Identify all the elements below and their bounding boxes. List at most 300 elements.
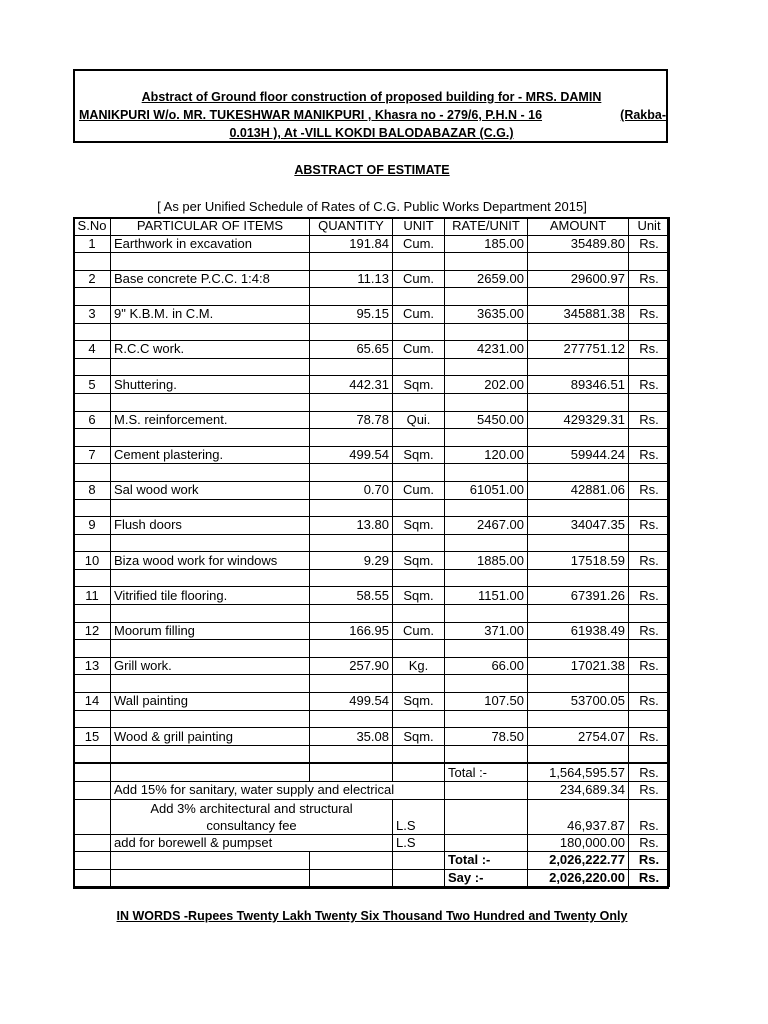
spacer-cell xyxy=(111,675,310,693)
spacer-cell xyxy=(310,464,393,482)
spacer-cell xyxy=(445,605,528,623)
spacer-cell xyxy=(310,569,393,587)
cell-rate: 107.50 xyxy=(445,693,528,711)
spacer-cell xyxy=(445,253,528,271)
spacer-cell xyxy=(393,464,445,482)
summary-cell-empty xyxy=(310,763,393,781)
spacer-cell xyxy=(528,464,629,482)
cell-amount: 429329.31 xyxy=(528,411,629,429)
cell-amount: 2754.07 xyxy=(528,728,629,746)
cell-quantity: 442.31 xyxy=(310,376,393,394)
table-row xyxy=(74,305,670,323)
say-unit: Rs. xyxy=(629,869,670,887)
spacer-cell xyxy=(445,288,528,306)
table-row xyxy=(74,693,670,711)
summary-row-grand-total xyxy=(74,852,670,870)
cell-sno: 7 xyxy=(74,446,111,464)
amount-in-words: IN WORDS -Rupees Twenty Lakh Twenty Six Thousand Two Hundred and Twenty Only xyxy=(116,909,628,923)
cell-quantity: 0.70 xyxy=(310,481,393,499)
spacer-cell xyxy=(310,499,393,517)
table-row xyxy=(74,411,670,429)
cell-amount: 89346.51 xyxy=(528,376,629,394)
spacer-cell xyxy=(528,640,629,658)
cell-rate: 5450.00 xyxy=(445,411,528,429)
architectural-label xyxy=(111,799,393,834)
spacer-cell xyxy=(445,499,528,517)
summary-cell-empty xyxy=(393,763,445,781)
summary-cell-empty xyxy=(74,799,111,834)
spacer-cell xyxy=(111,323,310,341)
cell-unit2: Rs. xyxy=(629,235,670,253)
spacer-cell xyxy=(445,534,528,552)
spacer-cell xyxy=(528,605,629,623)
spacer-cell xyxy=(445,464,528,482)
spacer-cell xyxy=(445,710,528,728)
spacer-row xyxy=(74,358,670,376)
cell-sno: 13 xyxy=(74,657,111,675)
col-header-quantity: QUANTITY xyxy=(310,218,393,236)
cell-particular: Earthwork in excavation xyxy=(111,235,310,253)
spacer-cell xyxy=(445,358,528,376)
spacer-row xyxy=(74,323,670,341)
cell-rate: 1151.00 xyxy=(445,587,528,605)
cell-quantity: 11.13 xyxy=(310,270,393,288)
spacer-cell xyxy=(629,605,670,623)
cell-amount: 35489.80 xyxy=(528,235,629,253)
cell-unit: Sqm. xyxy=(393,693,445,711)
spacer-cell xyxy=(74,464,111,482)
spacer-cell xyxy=(629,745,670,763)
spacer-cell xyxy=(629,358,670,376)
architectural-label-line-2: consultancy fee xyxy=(206,817,297,833)
spacer-cell xyxy=(528,499,629,517)
spacer-cell xyxy=(528,288,629,306)
cell-unit: Sqm. xyxy=(393,552,445,570)
cell-amount: 17518.59 xyxy=(528,552,629,570)
cell-unit: Cum. xyxy=(393,235,445,253)
borewell-amount: 180,000.00 xyxy=(528,834,629,852)
table-row xyxy=(74,657,670,675)
cell-sno: 3 xyxy=(74,305,111,323)
spacer-cell xyxy=(528,323,629,341)
cell-quantity: 95.15 xyxy=(310,305,393,323)
cell-unit2: Rs. xyxy=(629,411,670,429)
spacer-cell xyxy=(445,745,528,763)
spacer-cell xyxy=(74,393,111,411)
spacer-row xyxy=(74,640,670,658)
spacer-cell xyxy=(111,499,310,517)
spacer-cell xyxy=(310,675,393,693)
cell-sno: 14 xyxy=(74,693,111,711)
grand-total-unit: Rs. xyxy=(629,852,670,870)
spacer-row xyxy=(74,605,670,623)
cell-sno: 6 xyxy=(74,411,111,429)
title-line-3-text: 0.013H ), At -VILL KOKDI BALODABAZAR (C.G.) xyxy=(229,126,514,140)
estimate-table xyxy=(73,217,670,887)
spacer-cell xyxy=(310,534,393,552)
title-line-1: Abstract of Ground floor construction of proposed building for - MRS. DAMIN xyxy=(141,90,602,104)
summary-cell-empty xyxy=(445,799,528,834)
table-row xyxy=(74,446,670,464)
spacer-row xyxy=(74,745,670,763)
cell-particular: 9" K.B.M. in C.M. xyxy=(111,305,310,323)
cell-unit: Cum. xyxy=(393,305,445,323)
spacer-cell xyxy=(393,640,445,658)
cell-amount: 29600.97 xyxy=(528,270,629,288)
cell-particular: Flush doors xyxy=(111,517,310,535)
cell-rate: 4231.00 xyxy=(445,341,528,359)
spacer-cell xyxy=(74,429,111,447)
spacer-cell xyxy=(629,675,670,693)
spacer-row xyxy=(74,253,670,271)
cell-unit2: Rs. xyxy=(629,622,670,640)
spacer-cell xyxy=(528,253,629,271)
spacer-cell xyxy=(74,499,111,517)
spacer-cell xyxy=(528,745,629,763)
cell-unit: Cum. xyxy=(393,270,445,288)
cell-unit: Sqm. xyxy=(393,446,445,464)
spacer-cell xyxy=(111,534,310,552)
spacer-row xyxy=(74,534,670,552)
spacer-cell xyxy=(74,640,111,658)
spacer-cell xyxy=(310,710,393,728)
spacer-cell xyxy=(111,393,310,411)
cell-unit: Sqm. xyxy=(393,728,445,746)
spacer-cell xyxy=(310,358,393,376)
spacer-cell xyxy=(445,393,528,411)
title-line-2-right: (Rakba- xyxy=(620,108,666,122)
spacer-cell xyxy=(528,393,629,411)
borewell-label: add for borewell & pumpset xyxy=(111,834,393,852)
cell-particular: Wall painting xyxy=(111,693,310,711)
cell-amount: 34047.35 xyxy=(528,517,629,535)
spacer-cell xyxy=(111,288,310,306)
spacer-cell xyxy=(74,288,111,306)
spacer-cell xyxy=(629,499,670,517)
cell-sno: 11 xyxy=(74,587,111,605)
spacer-cell xyxy=(74,253,111,271)
sanitary-label: Add 15% for sanitary, water supply and electrical xyxy=(111,782,445,800)
cell-unit2: Rs. xyxy=(629,376,670,394)
summary-cell-empty xyxy=(393,852,445,870)
spacer-row xyxy=(74,393,670,411)
table-row xyxy=(74,517,670,535)
spacer-cell xyxy=(74,323,111,341)
cell-particular: Cement plastering. xyxy=(111,446,310,464)
cell-quantity: 58.55 xyxy=(310,587,393,605)
title-line-2 xyxy=(75,106,668,124)
cell-rate: 61051.00 xyxy=(445,481,528,499)
spacer-cell xyxy=(74,710,111,728)
spacer-cell xyxy=(393,429,445,447)
table-row xyxy=(74,270,670,288)
total-amount: 1,564,595.57 xyxy=(528,763,629,781)
spacer-cell xyxy=(629,569,670,587)
architectural-amount: 46,937.87 xyxy=(528,799,629,834)
spacer-cell xyxy=(445,429,528,447)
spacer-cell xyxy=(393,499,445,517)
total-unit: Rs. xyxy=(629,763,670,781)
cell-unit: Qui. xyxy=(393,411,445,429)
cell-unit2: Rs. xyxy=(629,270,670,288)
cell-rate: 78.50 xyxy=(445,728,528,746)
table-row xyxy=(74,622,670,640)
cell-particular: Shuttering. xyxy=(111,376,310,394)
spacer-cell xyxy=(310,323,393,341)
cell-particular: Vitrified tile flooring. xyxy=(111,587,310,605)
spacer-cell xyxy=(310,745,393,763)
estimate-heading: ABSTRACT OF ESTIMATE xyxy=(294,163,450,177)
cell-unit2: Rs. xyxy=(629,587,670,605)
spacer-cell xyxy=(629,393,670,411)
cell-sno: 5 xyxy=(74,376,111,394)
summary-row-sanitary xyxy=(74,782,670,800)
spacer-row xyxy=(74,464,670,482)
cell-quantity: 9.29 xyxy=(310,552,393,570)
summary-cell-empty xyxy=(310,869,393,887)
spacer-cell xyxy=(111,464,310,482)
table-row xyxy=(74,235,670,253)
cell-unit2: Rs. xyxy=(629,657,670,675)
cell-amount: 345881.38 xyxy=(528,305,629,323)
spacer-cell xyxy=(528,675,629,693)
col-header-rate: RATE/UNIT xyxy=(445,218,528,236)
spacer-cell xyxy=(393,358,445,376)
spacer-cell xyxy=(74,569,111,587)
cell-unit2: Rs. xyxy=(629,517,670,535)
spacer-cell xyxy=(310,605,393,623)
document-title xyxy=(75,88,668,142)
cell-unit2: Rs. xyxy=(629,481,670,499)
summary-cell-empty xyxy=(74,869,111,887)
cell-unit: Cum. xyxy=(393,341,445,359)
cell-unit: Cum. xyxy=(393,622,445,640)
spacer-cell xyxy=(445,640,528,658)
grand-total-amount: 2,026,222.77 xyxy=(528,852,629,870)
borewell-unit: Rs. xyxy=(629,834,670,852)
spacer-cell xyxy=(393,323,445,341)
spacer-row xyxy=(74,288,670,306)
cell-quantity: 78.78 xyxy=(310,411,393,429)
cell-unit: Sqm. xyxy=(393,587,445,605)
cell-unit: Sqm. xyxy=(393,376,445,394)
cell-unit: Sqm. xyxy=(393,517,445,535)
spacer-cell xyxy=(629,710,670,728)
spacer-cell xyxy=(111,745,310,763)
cell-particular: R.C.C work. xyxy=(111,341,310,359)
table-header-row xyxy=(74,218,670,236)
title-box xyxy=(73,69,668,143)
spacer-cell xyxy=(310,429,393,447)
cell-unit2: Rs. xyxy=(629,341,670,359)
cell-quantity: 35.08 xyxy=(310,728,393,746)
summary-cell-empty xyxy=(74,834,111,852)
cell-unit2: Rs. xyxy=(629,305,670,323)
table-row xyxy=(74,552,670,570)
say-amount: 2,026,220.00 xyxy=(528,869,629,887)
summary-row-borewell xyxy=(74,834,670,852)
architectural-label-line-1: Add 3% architectural and structural xyxy=(150,800,353,816)
spacer-cell xyxy=(445,323,528,341)
cell-unit2: Rs. xyxy=(629,446,670,464)
cell-particular: Grill work. xyxy=(111,657,310,675)
total-label: Total :- xyxy=(445,763,528,781)
spacer-cell xyxy=(310,393,393,411)
cell-unit2: Rs. xyxy=(629,552,670,570)
summary-cell-empty xyxy=(74,852,111,870)
cell-sno: 4 xyxy=(74,341,111,359)
architectural-unit: Rs. xyxy=(629,799,670,834)
summary-row-say xyxy=(74,869,670,887)
spacer-cell xyxy=(111,429,310,447)
cell-quantity: 191.84 xyxy=(310,235,393,253)
cell-rate: 185.00 xyxy=(445,235,528,253)
spacer-cell xyxy=(393,745,445,763)
cell-sno: 2 xyxy=(74,270,111,288)
say-label: Say :- xyxy=(445,869,528,887)
summary-cell-empty xyxy=(310,852,393,870)
spacer-cell xyxy=(528,429,629,447)
spacer-cell xyxy=(111,640,310,658)
cell-amount: 277751.12 xyxy=(528,341,629,359)
grand-total-label: Total :- xyxy=(445,852,528,870)
spacer-cell xyxy=(528,569,629,587)
spacer-cell xyxy=(528,358,629,376)
spacer-cell xyxy=(393,393,445,411)
cell-rate: 3635.00 xyxy=(445,305,528,323)
spacer-cell xyxy=(74,605,111,623)
sanitary-unit: Rs. xyxy=(629,782,670,800)
cell-amount: 42881.06 xyxy=(528,481,629,499)
spacer-row xyxy=(74,710,670,728)
cell-sno: 12 xyxy=(74,622,111,640)
cell-amount: 67391.26 xyxy=(528,587,629,605)
spacer-cell xyxy=(629,288,670,306)
summary-cell-empty xyxy=(111,852,310,870)
spacer-cell xyxy=(393,534,445,552)
spacer-cell xyxy=(393,288,445,306)
spacer-row xyxy=(74,499,670,517)
spacer-cell xyxy=(74,358,111,376)
col-header-particular: PARTICULAR OF ITEMS xyxy=(111,218,310,236)
spacer-cell xyxy=(310,288,393,306)
cell-rate: 1885.00 xyxy=(445,552,528,570)
spacer-cell xyxy=(74,675,111,693)
table-row xyxy=(74,728,670,746)
cell-unit2: Rs. xyxy=(629,693,670,711)
cell-amount: 53700.05 xyxy=(528,693,629,711)
cell-sno: 1 xyxy=(74,235,111,253)
cell-rate: 371.00 xyxy=(445,622,528,640)
spacer-cell xyxy=(111,253,310,271)
cell-amount: 61938.49 xyxy=(528,622,629,640)
spacer-cell xyxy=(111,358,310,376)
spacer-cell xyxy=(629,534,670,552)
summary-cell-empty xyxy=(74,782,111,800)
spacer-cell xyxy=(528,534,629,552)
col-header-sno: S.No xyxy=(74,218,111,236)
cell-quantity: 499.54 xyxy=(310,446,393,464)
cell-quantity: 65.65 xyxy=(310,341,393,359)
cell-quantity: 13.80 xyxy=(310,517,393,535)
cell-sno: 15 xyxy=(74,728,111,746)
col-header-unit: UNIT xyxy=(393,218,445,236)
cell-rate: 2467.00 xyxy=(445,517,528,535)
architectural-ls: L.S xyxy=(393,799,445,834)
spacer-cell xyxy=(629,253,670,271)
cell-rate: 202.00 xyxy=(445,376,528,394)
cell-particular: Moorum filling xyxy=(111,622,310,640)
spacer-cell xyxy=(74,534,111,552)
summary-cell-empty xyxy=(111,869,310,887)
cell-particular: Sal wood work xyxy=(111,481,310,499)
spacer-cell xyxy=(310,253,393,271)
cell-amount: 17021.38 xyxy=(528,657,629,675)
title-line-2-left: MANIKPURI W/o. MR. TUKESHWAR MANIKPURI , Khasra no - 279/6, P.H.N - 16 xyxy=(79,108,543,122)
summary-cell-empty xyxy=(445,782,528,800)
cell-unit2: Rs. xyxy=(629,728,670,746)
spacer-cell xyxy=(629,464,670,482)
estimate-subheading: [ As per Unified Schedule of Rates of C.G. Public Works Department 2015] xyxy=(157,199,587,214)
spacer-cell xyxy=(393,675,445,693)
summary-row-architectural xyxy=(74,799,670,834)
cell-amount: 59944.24 xyxy=(528,446,629,464)
cell-unit: Kg. xyxy=(393,657,445,675)
summary-cell-empty xyxy=(445,834,528,852)
spacer-cell xyxy=(629,323,670,341)
cell-particular: M.S. reinforcement. xyxy=(111,411,310,429)
spacer-cell xyxy=(629,640,670,658)
spacer-cell xyxy=(445,569,528,587)
spacer-cell xyxy=(310,640,393,658)
table-row xyxy=(74,481,670,499)
cell-particular: Biza wood work for windows xyxy=(111,552,310,570)
table-row xyxy=(74,341,670,359)
title-line-3 xyxy=(75,124,668,142)
cell-particular: Base concrete P.C.C. 1:4:8 xyxy=(111,270,310,288)
spacer-cell xyxy=(528,710,629,728)
spacer-cell xyxy=(74,745,111,763)
cell-quantity: 166.95 xyxy=(310,622,393,640)
spacer-cell xyxy=(393,569,445,587)
summary-cell-empty xyxy=(393,869,445,887)
spacer-cell xyxy=(111,605,310,623)
table-row xyxy=(74,376,670,394)
spacer-row xyxy=(74,569,670,587)
spacer-cell xyxy=(111,710,310,728)
summary-cell-empty xyxy=(74,763,111,781)
summary-cell-empty xyxy=(111,763,310,781)
cell-sno: 9 xyxy=(74,517,111,535)
cell-rate: 2659.00 xyxy=(445,270,528,288)
spacer-cell xyxy=(393,710,445,728)
spacer-row xyxy=(74,675,670,693)
cell-quantity: 499.54 xyxy=(310,693,393,711)
cell-rate: 120.00 xyxy=(445,446,528,464)
spacer-cell xyxy=(629,429,670,447)
cell-sno: 10 xyxy=(74,552,111,570)
cell-rate: 66.00 xyxy=(445,657,528,675)
summary-row-total xyxy=(74,763,670,781)
cell-unit: Cum. xyxy=(393,481,445,499)
col-header-amount: AMOUNT xyxy=(528,218,629,236)
spacer-cell xyxy=(393,253,445,271)
table-row xyxy=(74,587,670,605)
cell-particular: Wood & grill painting xyxy=(111,728,310,746)
cell-sno: 8 xyxy=(74,481,111,499)
spacer-cell xyxy=(111,569,310,587)
col-header-unit2: Unit xyxy=(629,218,670,236)
